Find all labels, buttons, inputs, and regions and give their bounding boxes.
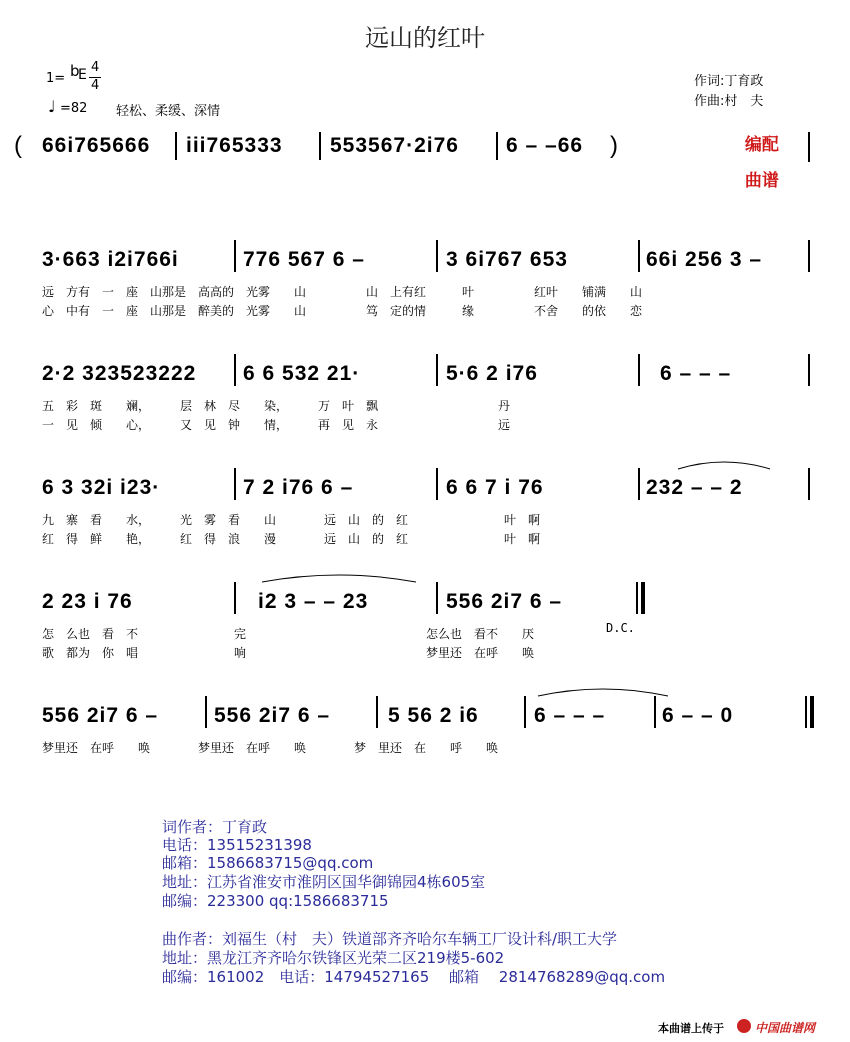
s1-measure-4: 66i 256 3 –: [646, 248, 763, 271]
s2-measure-2: 6 6 532 21·: [243, 362, 361, 385]
tie-arc: [536, 684, 670, 698]
lyricist-name: 词作者：丁育政: [162, 818, 268, 836]
s2-lyric-verse-1: 五 彩 斑 斓， 层 林 尽 染， 万 叶 飘 丹: [42, 399, 511, 413]
s5-measure-2: 556 2i7 6 –: [214, 704, 331, 727]
s5-measure-1: 556 2i7 6 –: [42, 704, 159, 727]
lyricist-credit: 作词:丁育政: [694, 74, 764, 89]
site-logo-icon: [737, 1019, 751, 1033]
barline: [234, 468, 236, 500]
intro-measure-3: 553567·2i76: [330, 134, 459, 157]
barline: [175, 132, 177, 160]
s3-lyric-verse-2: 红 得 鲜 艳， 红 得 浪 漫 远 山 的 红 叶 啊: [42, 532, 541, 546]
s4-measure-3: 556 2i7 6 –: [446, 590, 563, 613]
tempo-note-icon: ♩: [48, 97, 56, 116]
barline: [319, 132, 321, 160]
s3-measure-3: 6 6 7 i 76: [446, 476, 544, 499]
barline: [436, 354, 438, 386]
composer-contact: 邮编：161002 电话：14794527165 邮箱 2814768289@qq.com: [162, 968, 666, 986]
intro-measure-1: 66i765666: [42, 134, 151, 157]
final-barline-thick: [641, 582, 645, 614]
s4-lyric-verse-1: 怎 么也 看 不 完 怎么也 看不 厌: [42, 627, 535, 641]
intro-open-paren: (: [14, 132, 23, 159]
s5-measure-5: 6 – – 0: [662, 704, 734, 727]
barline: [808, 354, 810, 386]
barline: [638, 468, 640, 500]
barline: [376, 696, 378, 728]
barline: [654, 696, 656, 728]
time-top: 4: [91, 60, 100, 75]
s4-lyric-verse-2: 歌 都为 你 唱 响 梦里还 在呼 唤: [42, 646, 535, 660]
barline: [524, 696, 526, 728]
s3-measure-2: 7 2 i76 6 –: [243, 476, 354, 499]
slur-arc: [260, 570, 418, 584]
s4-measure-1: 2 23 i 76: [42, 590, 133, 613]
s3-measure-1: 6 3 32i i23·: [42, 476, 161, 499]
barline: [496, 132, 498, 160]
key-flat: b: [70, 62, 80, 80]
barline: [638, 240, 640, 272]
final-barline-thin: [636, 582, 638, 614]
site-link[interactable]: 中国曲谱网: [755, 1021, 816, 1035]
intro-measure-2: iii765333: [186, 134, 283, 157]
tie-arc: [676, 457, 772, 471]
barline: [234, 582, 236, 614]
key-letter: E: [78, 67, 87, 83]
barline: [436, 582, 438, 614]
lyricist-email: 邮箱：1586683715@qq.com: [162, 854, 374, 872]
intro-measure-4: 6 – –66: [506, 134, 584, 157]
barline: [808, 240, 810, 272]
seal-char: 曲: [744, 171, 762, 191]
time-bottom: 4: [91, 78, 100, 93]
barline: [234, 240, 236, 272]
s1-measure-3: 3 6i767 653: [446, 248, 568, 271]
s5-measure-3: 5 56 2 i6: [388, 704, 479, 727]
barline: [436, 240, 438, 272]
barline: [436, 468, 438, 500]
tempo-value: =82: [60, 101, 88, 116]
s3-lyric-verse-1: 九 寨 看 水， 光 雾 看 山 远 山 的 红 叶 啊: [42, 513, 541, 527]
s2-measure-4: 6 – – –: [660, 362, 732, 385]
intro-close-paren: ): [610, 132, 619, 159]
s1-measure-2: 776 567 6 –: [243, 248, 365, 271]
upload-note: 本曲谱上传于: [658, 1022, 724, 1035]
barline: [808, 132, 810, 162]
barline: [808, 468, 810, 500]
lyricist-phone: 电话：13515231398: [162, 836, 312, 854]
s4-measure-2: i2 3 – – 23: [258, 590, 369, 613]
key-prefix: 1=: [46, 71, 66, 86]
composer-address: 地址：黑龙江齐齐哈尔铁锋区光荣二区219楼5-602: [162, 949, 505, 967]
end-barline-thin: [805, 696, 807, 728]
seal-char: 配: [761, 135, 779, 155]
barline: [638, 354, 640, 386]
s1-lyric-verse-2: 心 中有 一 座 山那是 醉美的 光雾 山 笃 定的情 缘 不舍 的依 恋: [42, 304, 643, 318]
s2-measure-1: 2·2 323523222: [42, 362, 197, 385]
composer-name: 曲作者：刘福生（村 夫）铁道部齐齐哈尔车辆工厂设计科/职工大学: [162, 930, 618, 948]
expression-mark: 轻松、柔缓、深情: [116, 104, 221, 119]
lyricist-address: 地址：江苏省淮安市淮阴区国华御锦园4栋605室: [162, 873, 486, 891]
s1-measure-1: 3·663 i2i766i: [42, 248, 179, 271]
s5-lyric: 梦里还 在呼 唤 梦里还 在呼 唤 梦 里还 在 呼 唤: [42, 741, 499, 755]
song-title: 远山的红叶: [365, 24, 485, 52]
seal-char: 谱: [761, 171, 779, 191]
s3-measure-4: 232 – – 2: [646, 476, 743, 499]
s2-measure-3: 5·6 2 i76: [446, 362, 538, 385]
end-barline-thick: [810, 696, 814, 728]
s5-measure-4: 6 – – –: [534, 704, 606, 727]
seal-char: 编: [744, 135, 762, 155]
arranger-seal: [733, 118, 779, 190]
s2-lyric-verse-2: 一 见 倾 心， 又 见 钟 情， 再 见 永 远: [42, 418, 511, 432]
lyricist-zip: 邮编：223300 qq:1586683715: [162, 892, 389, 910]
composer-credit: 作曲:村 夫: [694, 94, 764, 109]
barline: [234, 354, 236, 386]
da-capo-mark: D.C.: [606, 621, 635, 635]
s1-lyric-verse-1: 远 方有 一 座 山那是 高高的 光雾 山 山 上有红 叶 红叶 铺满 山: [42, 285, 643, 299]
barline: [205, 696, 207, 728]
